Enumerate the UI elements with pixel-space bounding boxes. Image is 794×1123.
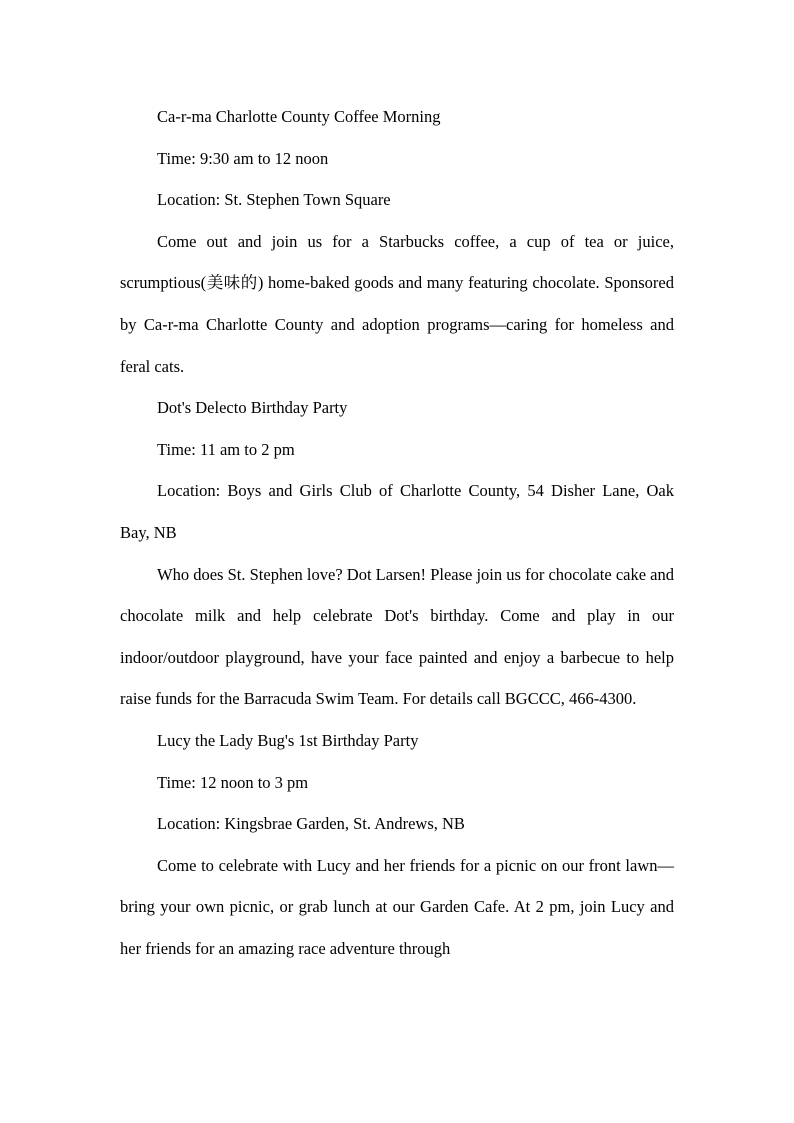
event-title: Dot's Delecto Birthday Party bbox=[157, 398, 348, 418]
event-location: Location: Boys and Girls Club of Charlotte County, 54 Disher Lane, Oak Bay, NB bbox=[120, 481, 674, 542]
document-page bbox=[120, 96, 674, 969]
event-description: Come out and join us for a Starbucks coffee, a cup of tea or juice, scrumptious(美味的) home-baked goods and many featuring chocolate. Sponsored by Ca-r-ma Charlotte County and adoption programs—caring for homeless and feral cats. bbox=[120, 231, 674, 376]
event-title: Ca-r-ma Charlotte County Coffee Morning bbox=[157, 107, 441, 126]
event-time: Time: 11 am to 2 pm bbox=[157, 439, 295, 459]
event-title: Lucy the Lady Bug's 1st Birthday Party bbox=[157, 730, 419, 750]
event-description: Who does St. Stephen love? Dot Larsen! Please join us for chocolate cake and chocolate milk and help celebrate Dot's birthday. Come and play in our indoor/outdoor playground, have your face painted and enjoy a barbecue to help raise funds for the Barracuda Swim Team. For details call BGCCC, 466-4300. bbox=[120, 564, 674, 709]
event-location: Location: St. Stephen Town Square bbox=[157, 190, 391, 210]
event-location: Location: Kingsbrae Garden, St. Andrews, NB bbox=[157, 814, 465, 834]
event-description: Come to celebrate with Lucy and her friends for a picnic on our front lawn—bring your own picnic, or grab lunch at our Garden Cafe. At 2 pm, join Lucy and her friends for an amazing race adventure through bbox=[120, 855, 674, 958]
event-time: Time: 12 noon to 3 pm bbox=[157, 772, 309, 792]
event-time: Time: 9:30 am to 12 noon bbox=[157, 148, 329, 168]
